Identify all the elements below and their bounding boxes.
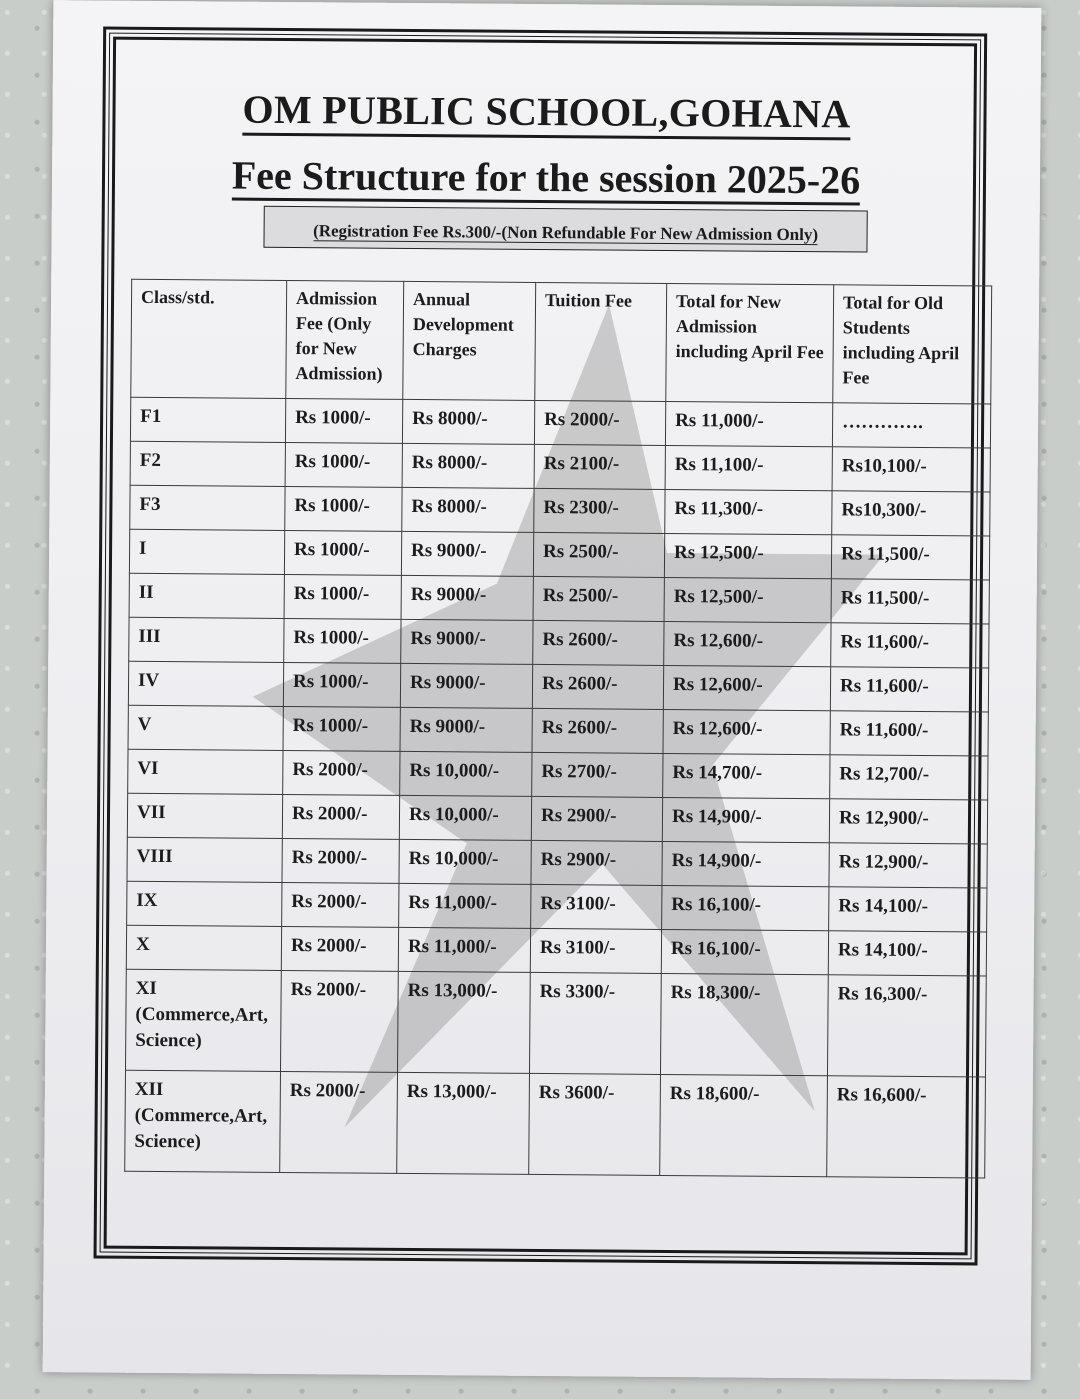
cell-tuition-fee: Rs 3100/-: [530, 928, 661, 973]
registration-fee-note: [263, 206, 867, 253]
table-row: [126, 925, 986, 976]
cell-class: VII: [127, 793, 282, 838]
cell-annual-development-charges: Rs 10,000/-: [400, 751, 532, 796]
cell-admission-fee: Rs 1000/-: [284, 574, 401, 619]
cell-class: F1: [130, 397, 285, 442]
table-row: [129, 529, 989, 580]
table-row: [130, 441, 990, 492]
cell-total-old-students: Rs 12,900/-: [829, 843, 987, 888]
cell-class: X: [126, 925, 281, 970]
cell-admission-fee: Rs 2000/-: [282, 794, 399, 839]
cell-total-old-students: Rs 14,100/-: [829, 887, 987, 932]
cell-tuition-fee: Rs 2900/-: [531, 840, 662, 885]
cell-total-old-students: Rs 11,600/-: [830, 667, 988, 712]
cell-tuition-fee: Rs 3100/-: [531, 884, 662, 929]
header-annual-development-charges: Annual Development Charges: [403, 281, 536, 400]
cell-admission-fee: Rs 1000/-: [285, 486, 402, 531]
cell-total-old-students: Rs 11,500/-: [831, 579, 989, 624]
fee-table-header-row: [131, 279, 992, 404]
cell-admission-fee: Rs 2000/-: [280, 1071, 398, 1173]
cell-annual-development-charges: Rs 9000/-: [401, 531, 533, 576]
cell-class: IV: [128, 661, 283, 706]
cell-admission-fee: Rs 2000/-: [282, 838, 399, 883]
cell-annual-development-charges: Rs 8000/-: [402, 487, 534, 532]
cell-total-old-students: Rs 16,300/-: [827, 975, 986, 1077]
cell-annual-development-charges: Rs 13,000/-: [397, 971, 530, 1073]
cell-admission-fee: Rs 1000/-: [285, 398, 402, 443]
table-row: [129, 617, 989, 668]
cell-admission-fee: Rs 2000/-: [283, 750, 400, 795]
cell-total-old-students: Rs 11,600/-: [831, 623, 989, 668]
cell-tuition-fee: Rs 2300/-: [534, 488, 665, 533]
cell-tuition-fee: Rs 2100/-: [534, 444, 665, 489]
cell-tuition-fee: Rs 2700/-: [532, 752, 663, 797]
cell-tuition-fee: Rs 2900/-: [531, 796, 662, 841]
cell-admission-fee: Rs 1000/-: [284, 618, 401, 663]
cell-tuition-fee: Rs 3300/-: [529, 972, 661, 1074]
cell-total-new-admission: Rs 12,500/-: [664, 577, 831, 622]
registration-fee-note-text: (Registration Fee Rs.300/-(Non Refundable For New Admission Only): [313, 221, 819, 245]
cell-total-old-students: ………….: [832, 403, 990, 448]
school-name-title: [52, 84, 1040, 139]
session-title-text: Fee Structure for the session 2025-26: [232, 153, 861, 206]
cell-admission-fee: Rs 1000/-: [284, 530, 401, 575]
cell-annual-development-charges: Rs 13,000/-: [397, 1072, 530, 1174]
cell-class: IX: [127, 881, 282, 926]
cell-total-new-admission: Rs 14,900/-: [662, 797, 829, 842]
cell-admission-fee: Rs 1000/-: [283, 706, 400, 751]
cell-total-new-admission: Rs 18,600/-: [660, 1074, 828, 1176]
fee-table: [124, 279, 992, 1179]
cell-annual-development-charges: Rs 10,000/-: [399, 839, 531, 884]
table-row: [128, 705, 988, 756]
header-tuition-fee: Tuition Fee: [535, 282, 667, 401]
cell-annual-development-charges: Rs 9000/-: [401, 619, 533, 664]
cell-admission-fee: Rs 2000/-: [281, 926, 398, 971]
cell-total-new-admission: Rs 16,100/-: [661, 929, 828, 974]
cell-class: VIII: [127, 837, 282, 882]
cell-class: I: [129, 529, 284, 574]
cell-annual-development-charges: Rs 8000/-: [402, 443, 534, 488]
cell-class: II: [129, 573, 284, 618]
header-total-new-admission: Total for New Admission including April Fee: [666, 283, 834, 402]
cell-total-old-students: Rs 12,900/-: [829, 799, 987, 844]
cell-total-new-admission: Rs 12,600/-: [663, 665, 830, 710]
session-title: [52, 150, 1040, 205]
cell-total-old-students: Rs 11,500/-: [831, 535, 989, 580]
school-name-text: OM PUBLIC SCHOOL,GOHANA: [242, 87, 850, 141]
cell-class: F3: [130, 485, 285, 530]
table-row: [127, 837, 987, 888]
table-row: [126, 969, 987, 1077]
cell-tuition-fee: Rs 2500/-: [533, 576, 664, 621]
cell-total-new-admission: Rs 12,600/-: [664, 621, 831, 666]
cell-total-new-admission: Rs 11,300/-: [665, 489, 832, 534]
cell-class: F2: [130, 441, 285, 486]
cell-class: XI (Commerce,Art, Science): [126, 969, 282, 1071]
cell-class: V: [128, 705, 283, 750]
cell-total-old-students: Rs 12,700/-: [830, 755, 988, 800]
cell-tuition-fee: Rs 2600/-: [533, 620, 664, 665]
fee-structure-sheet: [43, 0, 1042, 1380]
cell-annual-development-charges: Rs 9000/-: [400, 663, 532, 708]
cell-total-new-admission: Rs 12,500/-: [664, 533, 831, 578]
cell-total-new-admission: Rs 12,600/-: [663, 709, 830, 754]
cell-total-new-admission: Rs 14,700/-: [663, 753, 830, 798]
cell-tuition-fee: Rs 2500/-: [533, 532, 664, 577]
cell-class: XII (Commerce,Art, Science): [125, 1070, 281, 1172]
cell-admission-fee: Rs 2000/-: [280, 970, 398, 1072]
cell-annual-development-charges: Rs 11,000/-: [399, 883, 531, 928]
table-row: [130, 397, 990, 448]
table-row: [127, 881, 987, 932]
cell-annual-development-charges: Rs 11,000/-: [398, 927, 530, 972]
header-class: Class/std.: [131, 279, 287, 398]
header-admission-fee: Admission Fee (Only for New Admission): [286, 280, 404, 399]
table-row: [129, 573, 989, 624]
cell-annual-development-charges: Rs 9000/-: [401, 575, 533, 620]
table-row: [130, 485, 990, 536]
cell-class: VI: [128, 749, 283, 794]
cell-total-old-students: Rs10,100/-: [832, 447, 990, 492]
cell-total-new-admission: Rs 11,000/-: [665, 401, 832, 446]
cell-total-new-admission: Rs 11,100/-: [665, 445, 832, 490]
cell-tuition-fee: Rs 3600/-: [529, 1073, 661, 1175]
cell-admission-fee: Rs 1000/-: [285, 442, 402, 487]
cell-total-new-admission: Rs 18,300/-: [660, 973, 828, 1075]
cell-admission-fee: Rs 2000/-: [282, 882, 399, 927]
cell-total-old-students: Rs 14,100/-: [828, 931, 986, 976]
cell-annual-development-charges: Rs 10,000/-: [399, 795, 531, 840]
cell-annual-development-charges: Rs 8000/-: [402, 399, 534, 444]
table-row: [128, 661, 988, 712]
table-row: [128, 749, 988, 800]
table-row: [125, 1070, 986, 1178]
cell-total-old-students: Rs 16,600/-: [827, 1076, 986, 1178]
cell-total-old-students: Rs10,300/-: [832, 491, 990, 536]
cell-total-new-admission: Rs 16,100/-: [662, 885, 829, 930]
cell-annual-development-charges: Rs 9000/-: [400, 707, 532, 752]
cell-admission-fee: Rs 1000/-: [283, 662, 400, 707]
cell-tuition-fee: Rs 2600/-: [532, 708, 663, 753]
table-row: [127, 793, 987, 844]
cell-total-old-students: Rs 11,600/-: [830, 711, 988, 756]
cell-tuition-fee: Rs 2600/-: [532, 664, 663, 709]
cell-tuition-fee: Rs 2000/-: [534, 400, 665, 445]
cell-total-new-admission: Rs 14,900/-: [662, 841, 829, 886]
header-total-old-students: Total for Old Students including April Fee: [833, 285, 992, 404]
cell-class: III: [129, 617, 284, 662]
